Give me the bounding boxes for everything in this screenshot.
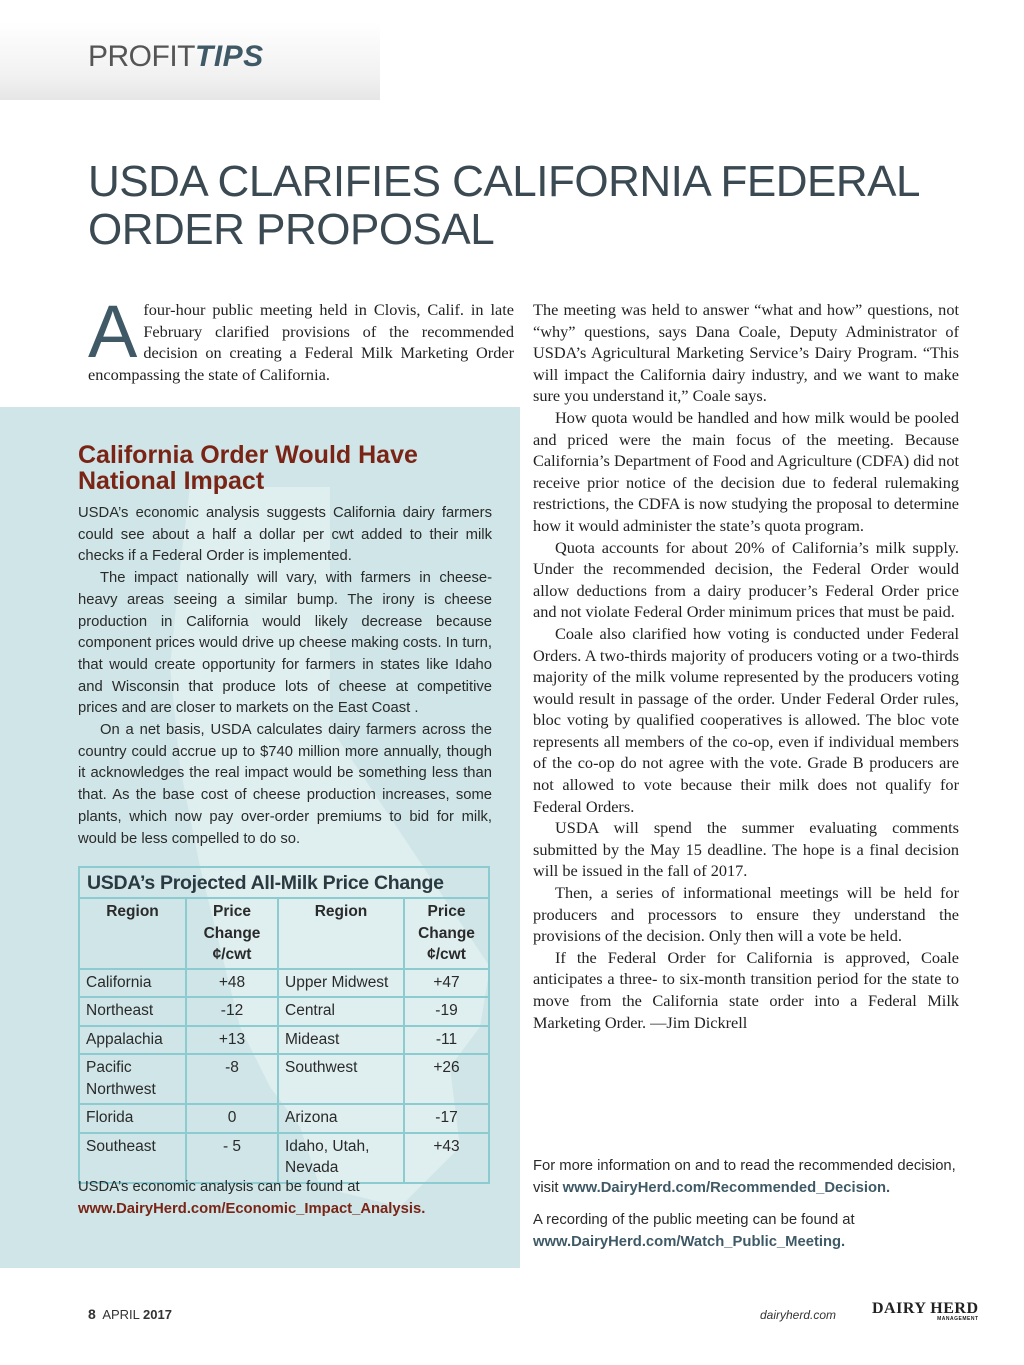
page-number: 8 (88, 1306, 96, 1322)
price-change-table (78, 866, 490, 1184)
section-header-bold: TIPS (195, 40, 264, 73)
table-cell: +13 (186, 1026, 278, 1055)
body-paragraph: Coale also clarified how voting is conducted under Federal Orders. A two-thirds majority of producers voting or a two-thirds majority of the milk volume represented by the producers voting would result in passage of the order. Under Federal Order rules, bloc voting by qualified cooperatives is allowed. The bloc vote represents all members of the co-op, even if individual members of the co-op do not agree with the vote. Grade B producers are not allowed to vote because their milk does not qualify for Federal Orders. (533, 623, 959, 816)
table-cell: - 5 (186, 1133, 278, 1182)
economic-analysis-link[interactable]: www.DairyHerd.com/Economic_Impact_Analysis. (78, 1200, 426, 1217)
table-cell: 0 (186, 1104, 278, 1133)
table-row (80, 1104, 488, 1133)
table-header: Price Change ¢/cwt (404, 899, 488, 969)
table-cell: Florida (80, 1104, 186, 1133)
table-cell: +26 (404, 1054, 488, 1104)
table-cell: Idaho, Utah, Nevada (278, 1133, 404, 1182)
more-info-text: For more information on and to read the recommended decision, visit (533, 1158, 956, 1196)
table-cell: Pacific Northwest (80, 1054, 186, 1104)
table-cell: Appalachia (80, 1026, 186, 1055)
table-cell: Southeast (80, 1133, 186, 1182)
logo-subtext: MANAGEMENT (937, 1316, 979, 1322)
table-row (80, 1054, 488, 1104)
table-cell: California (80, 969, 186, 998)
table-cell: -11 (404, 1026, 488, 1055)
section-header (88, 40, 264, 74)
table-cell: -12 (186, 997, 278, 1026)
table-row (80, 969, 488, 998)
table-cell: -19 (404, 997, 488, 1026)
table-title: USDA’s Projected All-Milk Price Change (80, 868, 488, 899)
table-row (80, 1133, 488, 1182)
table-cell: -17 (404, 1104, 488, 1133)
issue-year: 2017 (143, 1307, 172, 1322)
more-info-paragraph (533, 1210, 961, 1253)
public-meeting-link[interactable]: www.DairyHerd.com/Watch_Public_Meeting. (533, 1234, 846, 1251)
recommended-decision-link[interactable]: www.DairyHerd.com/Recommended_Decision. (562, 1179, 891, 1196)
table-cell: Upper Midwest (278, 969, 404, 998)
sidebar-paragraph: USDA’s economic analysis suggests California dairy farmers could see about a half a dollar per cwt added to their milk checks if a Federal Order is implemented. (78, 505, 492, 565)
footnote-text: USDA’s economic analysis can be found at (78, 1179, 360, 1195)
body-paragraph: Then, a series of informational meetings will be held for producers and processors to ensure they understand the provisions of the decision. Only then will a vote be held. (533, 883, 959, 946)
lead-text: four-hour public meeting held in Clovis, Calif. in late February clarified provisions of the recommended decision on creating a Federal Milk Marketing Order encompassing the state of California. (88, 300, 514, 384)
table-cell: Arizona (278, 1104, 404, 1133)
table-cell: Southwest (278, 1054, 404, 1104)
issue-month: APRIL (102, 1307, 140, 1322)
lead-paragraph (88, 290, 514, 385)
sidebar-body (78, 503, 492, 850)
article-title: USDA CLARIFIES CALIFORNIA FEDERAL ORDER PROPOSAL (88, 157, 919, 254)
table-cell: +47 (404, 969, 488, 998)
table-header: Region (80, 899, 186, 969)
drop-cap: A (88, 290, 138, 373)
sidebar-paragraph: The impact nationally will vary, with farmers in cheese-heavy areas seeing a similar bump. The irony is cheese production in California would likely decrease because component prices would drive up cheese making costs. In turn, that would create opportunity for farmers in states like Idaho and Wisconsin that produce lots of cheese at competitive prices and are closer to markets on the East Coast . (78, 570, 492, 717)
table-cell: -8 (186, 1054, 278, 1104)
sidebar-footnote (78, 1177, 498, 1220)
table-row (80, 1026, 488, 1055)
magazine-logo (872, 1302, 979, 1322)
body-paragraph: If the Federal Order for California is approved, Coale anticipates a three- to six-month transition period for the state to move from the California state order into a Federal Milk Marketing Order. —Jim Dickrell (533, 947, 959, 1032)
body-paragraph: USDA will spend the summer evaluating comments submitted by the May 15 deadline. The hope is a final decision will be issued in the fall of 2017. (533, 818, 959, 881)
sidebar-paragraph: On a net basis, USDA calculates dairy farmers across the country could accrue up to $740 million more annually, though it acknowledges the real impact would be something less than that. As the base cost of cheese production increases, some plants, which now pay over-order premiums to bid for milk, would be less compelled to do so. (78, 722, 492, 847)
table-cell: Northeast (80, 997, 186, 1026)
table-header: Region (278, 899, 404, 969)
body-paragraph: The meeting was held to answer “what and how” questions, not “why” questions, says Dana Coale, Deputy Administrator of USDA’s Agricultural Marketing Service’s Dairy Program. “This will impact the California dairy industry, and we want to make sure you understand it,” Coale says. (533, 300, 959, 406)
more-info-box (533, 1156, 961, 1265)
body-paragraph: Quota accounts for about 20% of California’s milk supply. Under the recommended decision, the Federal Order would allow deductions from a dairy producer’s Federal Order price and not violate Federal Order minimum prices that must be paid. (533, 537, 959, 622)
table-row (80, 997, 488, 1026)
table-header: Price Change ¢/cwt (186, 899, 278, 969)
section-header-thin: PROFIT (88, 40, 195, 73)
sidebar-title: California Order Would Have National Impact (78, 441, 418, 495)
table-cell: +43 (404, 1133, 488, 1182)
table-header-row (80, 899, 488, 969)
logo-text: DAIRY HERD (872, 1300, 979, 1317)
more-info-paragraph (533, 1156, 961, 1199)
more-info-text: A recording of the public meeting can be found at (533, 1212, 855, 1229)
table-cell: Mideast (278, 1026, 404, 1055)
price-table-grid (80, 899, 488, 1182)
table-cell: Central (278, 997, 404, 1026)
body-paragraph: How quota would be handled and how milk would be pooled and priced were the main focus of the meeting. Because California’s Department of Food and Agriculture (CDFA) did not receive prior notice of the decision due to federal rulemaking restrictions, the CDFA is now studying the proposal to determine how it would administer the state’s quota program. (533, 407, 959, 535)
footer-folio (88, 1306, 172, 1322)
right-column (533, 299, 959, 1033)
footer-site: dairyherd.com (760, 1308, 837, 1322)
table-cell: +48 (186, 969, 278, 998)
